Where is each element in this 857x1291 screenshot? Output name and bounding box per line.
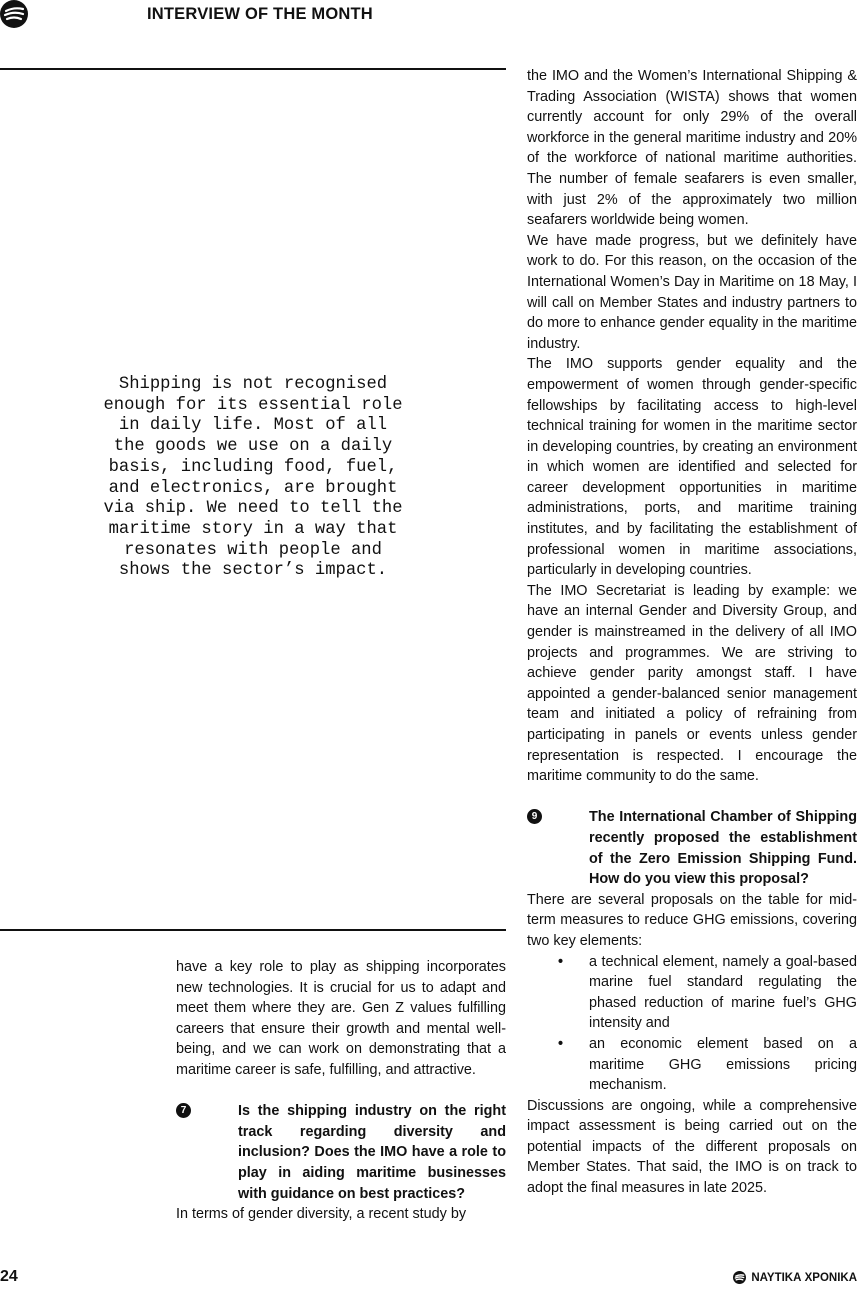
question-number-badge: 9 [527,809,542,824]
top-divider [0,68,506,70]
bullet-icon: • [558,1035,564,1052]
body-paragraph: The IMO supports gender equality and the empowerment of women through gender-specific fellowships by facilitating access to high-level technical training for women in the maritime sector in developing countries, by creating an environment in which women are identified and selected for career development opportunities in maritime administrations, ports, and maritime training institutes, and by facilitating the establishment of professional women in maritime associations, particularly in developing countries. [527,356,857,579]
list-item-text: a technical element, namely a goal-based marine fuel standard regulating the phased reduction of marine fuel’s GHG intensity and [589,953,857,1032]
answer-paragraph: Discussions are ongoing, while a comprehensive impact assessment is being carried out on the potential impacts of the different proposals on Member States. That said, the IMO is on track to adopt the final measures in late 2025. [527,1097,857,1197]
brand-name: ΝΑΥΤΙΚΑ ΧΡΟΝΙΚΑ [751,1271,857,1284]
list-item-text: an economic element based on a maritime GHG emissions pricing mechanism. [589,1035,857,1094]
body-paragraph: We have made progress, but we definitely have work to do. For this reason, on the occasion of the International Women’s Day in Maritime on 18 May, I will call on Member States and industry partners to do more to enhance gender equality in the maritime industry. [527,232,857,352]
section-title: INTERVIEW OF THE MONTH [147,5,373,23]
list-item [527,952,857,1034]
question-text: Is the shipping industry on the right track regarding diversity and inclusion? Does the IMO have a role to play in aiding maritime businesses with guidance on best practices? [238,1103,506,1202]
right-column [527,66,857,1199]
body-paragraph: the IMO and the Women’s International Shipping & Trading Association (WISTA) shows that women currently account for only 29% of the overall workforce in the general maritime industry and 20% of the workforce of national maritime authorities. The number of female seafarers is even smaller, with just 2% of the approximately two million seafarers worldwide being women. [527,68,857,229]
middle-divider [0,929,506,931]
left-column [176,957,506,1225]
body-paragraph: have a key role to play as shipping incorporates new technologies. It is crucial for us to adapt and meet them where they are. Gen Z values fulfilling careers that ensure their growth and mental well-being, and we can work on demonstrating that a maritime career is safe, fulfilling, and attractive. [176,959,506,1078]
magazine-logo-icon [0,0,28,28]
question-block-7 [176,1101,506,1204]
question-text: The International Chamber of Shipping recently proposed the establishment of the Zero Emission Shipping Fund. How do you view this proposal? [589,809,857,888]
body-paragraph: The IMO Secretariat is leading by example: we have an internal Gender and Diversity Group, and gender is mainstreamed in the delivery of all IMO projects and programmes. We are striving to achieve gender parity amongst staff. I have appointed a gender-balanced senior management team and initiated a policy of refraining from participating in panels or events unless gender representation is respected. I encourage the maritime community to do the same. [527,582,857,785]
brand-logo-icon [733,1271,746,1284]
pull-quote: Shipping is not recognised enough for its essential role in daily life. Most of all the goods we use on a daily basis, including food, fuel, and electronics, are brought via ship. We need to tell the maritime story in a way that resonates with people and shows the sector’s impact. [103,375,403,581]
page-number: 24 [0,1268,18,1285]
list-item [527,1034,857,1096]
footer-brand [733,1271,857,1284]
question-block-9 [527,807,857,889]
bullet-icon: • [558,953,564,970]
bullet-list [527,952,857,1096]
question-number-badge: 7 [176,1103,191,1118]
answer-paragraph: There are several proposals on the table for mid-term measures to reduce GHG emissions, covering two key elements: [527,891,857,949]
answer-paragraph: In terms of gender diversity, a recent study by [176,1206,467,1223]
